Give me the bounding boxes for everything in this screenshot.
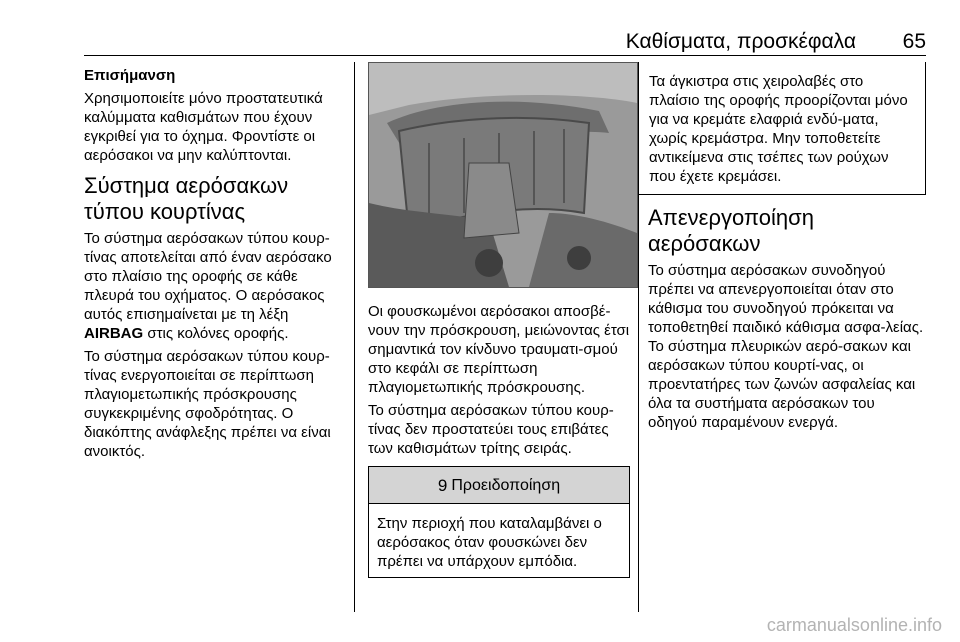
section-title-deactivation: Απενεργοποίηση αερόσακων: [648, 205, 814, 256]
deactivation-section: [638, 205, 926, 432]
column-middle: [368, 62, 630, 578]
paragraph-deactivation: Το σύστημα αερόσακων συνοδηγού πρέπει να απενεργοποιείται όταν στο κάθισμα του συνοδηγού πρόκειται να τοποθετηθεί παιδικό κάθισμα ασφα-λείας. Το σύστημα πλευρικών αερό-σακων και αερόσακων τύπου κουρτί-νας, οι προεντατήρες των ζωνών ασφαλείας και όλα τα συστήματα αερόσακων του οδηγού παραμένουν ενεργά.: [648, 262, 924, 431]
warning-box: [368, 466, 630, 578]
page-number: 65: [902, 30, 926, 53]
column-left: [84, 66, 346, 465]
header-rule: [84, 55, 926, 56]
hooks-info-box: Τα άγκιστρα στις χειρολαβές στο πλαίσιο της οροφής προορίζονται μόνο για να κρεμάτε ελαφριά ενδύ-ματα, χωρίς κρεμάστρα. Μην τοποθετείτε αντικείμενα στις τσέπες των ρούχων που έχετε κρεμάσει.: [638, 62, 926, 195]
page-header: [84, 22, 926, 56]
paragraph-curtain-activation: Το σύστημα αερόσακων τύπου κουρ-τίνας ενεργοποιείται σε περίπτωση πλαγιομετωπικής πρόσκρουσης συγκεκριμένης σφοδρότητας. Ο διακόπτης ανάφλεξης πρέπει να είναι ανοικτός.: [84, 348, 331, 460]
note-title: Επισήμανση: [84, 67, 176, 84]
watermark: carmanualsonline.info: [766, 615, 942, 635]
warning-header: [369, 467, 629, 504]
paragraph-third-row: Το σύστημα αερόσακων τύπου κουρ-τίνας δεν προστατεύει τους επιβάτες των καθισμάτων τρίτης σειράς.: [368, 402, 614, 457]
chapter-title: Καθίσματα, προσκέφαλα: [625, 30, 856, 53]
column-divider-1: [354, 62, 355, 612]
image-caption: Οι φουσκωμένοι αερόσακοι αποσβέ-νουν την πρόσκρουση, μειώνοντας έτσι σημαντικά τον κίνδυνο τραυματι-σμού στο κεφάλι σε περίπτωση πλαγιομετωπικής πρόσκρουσης.: [368, 303, 630, 396]
column-right: [638, 62, 926, 436]
warning-title: Προειδοποίηση: [451, 476, 561, 494]
airbag-word: AIRBAG: [84, 325, 144, 342]
section-title-curtain-airbag: Σύστημα αερόσακων τύπου κουρτίνας: [84, 173, 289, 224]
warning-icon: 9: [437, 475, 448, 495]
warning-text: Στην περιοχή που καταλαμβάνει ο αερόσακος όταν φουσκώνει δεν πρέπει να υπάρχουν εμπόδια.: [377, 515, 602, 570]
note-text: Χρησιμοποιείτε μόνο προστατευτικά καλύμματα καθισμάτων που έχουν εγκριθεί για το όχημα. Φροντίστε οι αερόσακοι να μην καλύπτονται.: [84, 90, 323, 164]
paragraph-curtain-description: Το σύστημα αερόσακων τύπου κουρ-τίνας αποτελείται από έναν αερόσακο στο πλαίσιο της οροφής σε κάθε πλευρά του οχήματος. Ο αερόσακος αυτός επισημαίνεται με τη λέξη AIRBAG στις κολόνες οροφής.: [84, 230, 332, 342]
airbag-image-svg: [369, 63, 637, 287]
curtain-airbag-illustration: [368, 62, 638, 288]
caption-block: [368, 302, 630, 458]
